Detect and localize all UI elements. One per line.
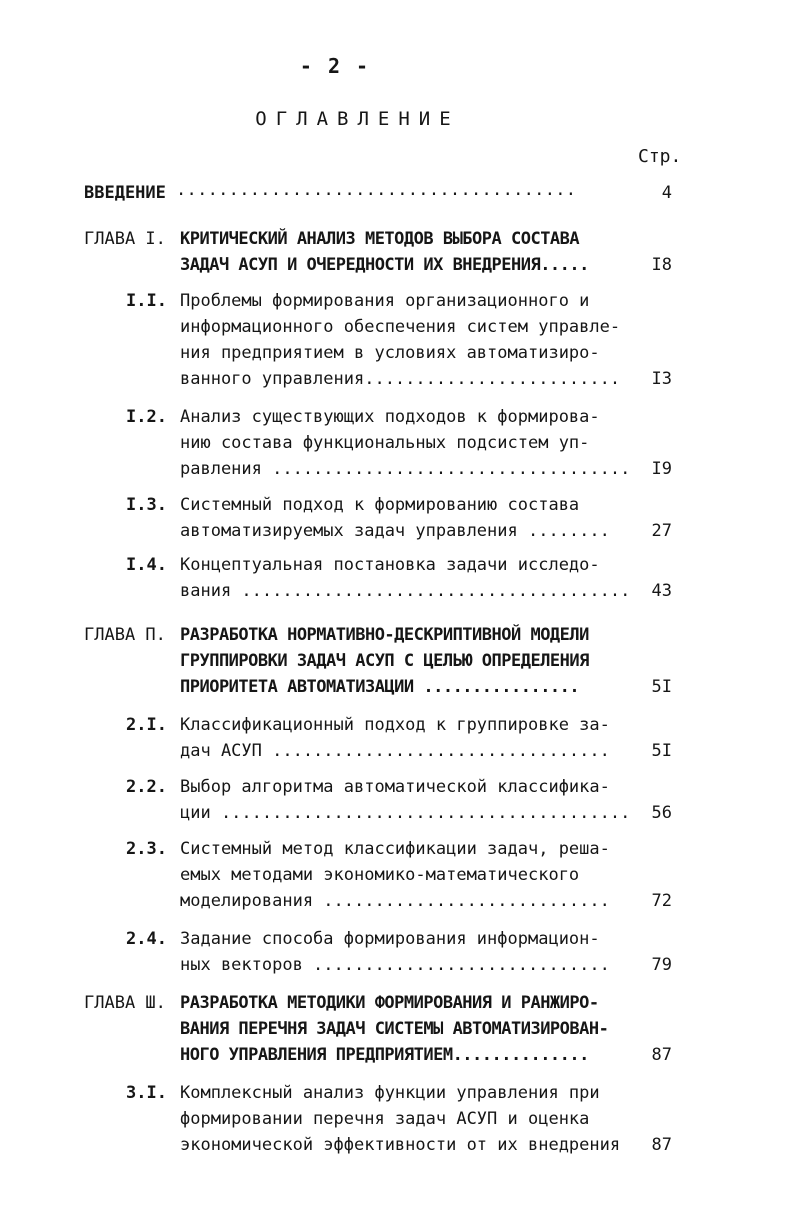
- section-line: ных векторов .............................: [180, 955, 610, 975]
- section-line: Анализ существующих подходов к формирова-: [180, 407, 600, 427]
- section-title: [180, 712, 610, 764]
- section-number: 2.4.: [126, 929, 167, 949]
- section-line: вания ......................................: [180, 581, 631, 601]
- section-line: Системный подход к формированию состава: [180, 495, 580, 515]
- section-number: I.I.: [126, 291, 167, 311]
- section-page: 87: [651, 1135, 672, 1155]
- section-page: 5I: [651, 741, 672, 761]
- chapter-3-page: 87: [651, 1045, 672, 1065]
- section-line: ния предприятием в условиях автоматизиро-: [180, 343, 600, 363]
- chapter-3-line-3: НОГО УПРАВЛЕНИЯ ПРЕДПРИЯТИЕМ..............: [180, 1045, 589, 1065]
- section-line: информационного обеспечения систем управле-: [180, 317, 621, 337]
- chapter-2-title: [180, 622, 589, 700]
- section-title: [180, 774, 630, 826]
- section-line: нию состава функциональных подсистем уп-: [180, 433, 590, 453]
- chapter-1-title: [180, 226, 589, 278]
- chapter-2-line-1: РАЗРАБОТКА НОРМАТИВНО-ДЕСКРИПТИВНОЙ МОДЕЛИ: [180, 625, 589, 645]
- page-title: ОГЛАВЛЕНИЕ: [255, 108, 460, 130]
- section-line: экономической эффективности от их внедрения: [180, 1135, 621, 1155]
- section-title: [180, 492, 610, 544]
- intro-dots: ......................................: [176, 180, 577, 200]
- section-line: равления ...................................: [180, 459, 631, 479]
- section-line: моделирования ............................: [180, 891, 610, 911]
- chapter-2-label: ГЛАВА П.: [84, 625, 166, 645]
- section-page: I3: [651, 369, 672, 389]
- section-number: 2.3.: [126, 839, 167, 859]
- chapter-1-page: I8: [651, 255, 672, 275]
- section-line: Комплексный анализ функции управления при: [180, 1083, 600, 1103]
- section-number: I.2.: [126, 407, 167, 427]
- section-title: [180, 1080, 620, 1158]
- chapter-3-line-2: ВАНИЯ ПЕРЕЧНЯ ЗАДАЧ СИСТЕМЫ АВТОМАТИЗИРОВАН-: [180, 1019, 609, 1039]
- chapter-3-label: ГЛАВА Ш.: [84, 993, 166, 1013]
- chapter-3-title: [180, 990, 608, 1068]
- section-number: 3.I.: [126, 1083, 167, 1103]
- section-line: Выбор алгоритма автоматической классифика-: [180, 777, 610, 797]
- section-page: 72: [651, 891, 672, 911]
- section-line: формировании перечня задач АСУП и оценка: [180, 1109, 590, 1129]
- section-title: [180, 552, 630, 604]
- section-line: дач АСУП .................................: [180, 741, 610, 761]
- section-line: ции ........................................: [180, 803, 631, 823]
- section-number: 2.I.: [126, 715, 167, 735]
- page-number: - 2 -: [299, 54, 371, 78]
- intro-page: 4: [661, 183, 672, 203]
- section-line: емых методами экономико-математического: [180, 865, 580, 885]
- section-page: 56: [651, 803, 672, 823]
- section-line: автоматизируемых задач управления ........: [180, 521, 610, 541]
- section-title: [180, 926, 610, 978]
- section-line: Системный метод классификации задач, реша-: [180, 839, 610, 859]
- chapter-1-line-2: ЗАДАЧ АСУП И ОЧЕРЕДНОСТИ ИХ ВНЕДРЕНИЯ.....: [180, 255, 589, 275]
- section-page: 43: [651, 581, 672, 601]
- section-title: [180, 836, 610, 914]
- intro-label: ВВЕДЕНИЕ: [84, 183, 166, 203]
- section-page: 27: [651, 521, 672, 541]
- section-title: [180, 404, 630, 482]
- section-page: 79: [651, 955, 672, 975]
- page-column-label: Стр.: [638, 146, 682, 167]
- section-page: I9: [651, 459, 672, 479]
- chapter-2-line-2: ГРУППИРОВКИ ЗАДАЧ АСУП С ЦЕЛЬЮ ОПРЕДЕЛЕНИЯ: [180, 651, 589, 671]
- chapter-1-line-1: КРИТИЧЕСКИЙ АНАЛИЗ МЕТОДОВ ВЫБОРА СОСТАВА: [180, 229, 580, 249]
- chapter-3-line-1: РАЗРАБОТКА МЕТОДИКИ ФОРМИРОВАНИЯ И РАНЖИРО-: [180, 993, 599, 1013]
- section-line: Проблемы формирования организационного и: [180, 291, 590, 311]
- section-line: Классификационный подход к группировке за-: [180, 715, 610, 735]
- section-line: ванного управления.........................: [180, 369, 621, 389]
- section-line: Концептуальная постановка задачи исследо-: [180, 555, 600, 575]
- section-number: I.4.: [126, 555, 167, 575]
- section-number: 2.2.: [126, 777, 167, 797]
- chapter-2-page: 5I: [651, 677, 672, 697]
- section-line: Задание способа формирования информацион-: [180, 929, 600, 949]
- chapter-2-line-3: ПРИОРИТЕТА АВТОМАТИЗАЦИИ ................: [180, 677, 580, 697]
- chapter-1-label: ГЛАВА I.: [84, 229, 166, 249]
- section-title: [180, 288, 620, 392]
- section-number: I.3.: [126, 495, 167, 515]
